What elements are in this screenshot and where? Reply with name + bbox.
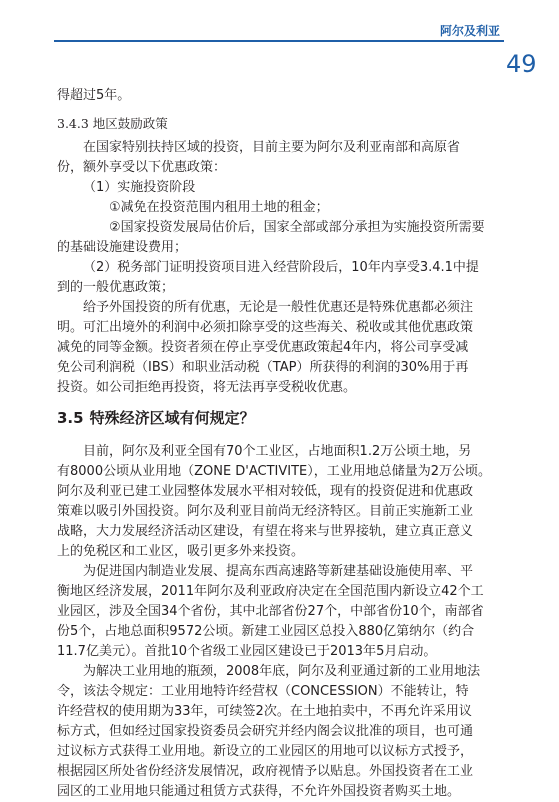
- header-country-label: 阿尔及利亚: [439, 24, 500, 38]
- text-line: 标方式，但如经过国家投资委员会研究并经内阁会议批准的项目，也可通: [57, 724, 474, 739]
- list-item: （2）税务部门证明投资项目进入经营阶段后，10年内享受3.4.1中提: [83, 260, 479, 275]
- document-body: [57, 86, 509, 802]
- text-line: 份5个，占地总面积9572公顷。新建工业园区总投入880亿第纳尔（约合: [57, 624, 475, 639]
- continuation-line: 得超过5年。: [57, 88, 131, 103]
- text-line: 份，额外享受以下优惠政策：: [57, 160, 227, 175]
- policy-list: [57, 178, 509, 298]
- text-line: 衡地区经济发展，2011年阿尔及利亚政府决定在全国范围内新设立42个工: [57, 584, 484, 599]
- page-number: 49: [506, 50, 537, 78]
- text-line: 投资。如公司拒绝再投资，将无法再享受税收优惠。: [57, 380, 357, 395]
- text-line: 明。可汇出境外的利润中必须扣除享受的这些海关、税收或其他优惠政策: [57, 320, 474, 335]
- section-heading: [57, 408, 509, 428]
- header-divider: [54, 40, 504, 42]
- section-number: 3.5: [57, 409, 84, 427]
- text-line: 业园区，涉及全国34个省份，其中北部省份27个，中部省份10个，南部省: [57, 604, 484, 619]
- text-line: 给予外国投资的所有优惠，无论是一般性优惠还是特殊优惠都必须注: [83, 300, 474, 315]
- text-line: 阿尔及利亚已建工业园整体发展水平相对较低，现有的投资促进和优惠政: [57, 484, 474, 499]
- paragraph-industrial-zones: [57, 442, 509, 562]
- paragraph-land-law: [57, 662, 509, 802]
- text-line: 免公司利润税（IBS）和职业活动税（TAP）所获得的利润的30%用于再: [57, 360, 469, 375]
- paragraph-intro: [57, 138, 509, 178]
- paragraph-preferential: [57, 298, 509, 398]
- text-line: 11.7亿美元）。首批10个省级工业园区建设已于2013年5月启动。: [57, 644, 437, 659]
- text-line: 为促进国内制造业发展、提高东西高速路等新建基础设施使用率、平: [83, 564, 474, 579]
- paragraph-new-parks: [57, 562, 509, 662]
- list-item: （1）实施投资阶段: [83, 180, 196, 195]
- subsection-title: 3.4.3 地区鼓励政策: [57, 116, 168, 131]
- text-line: 上的免税区和工业区，吸引更多外来投资。: [57, 544, 305, 559]
- text-line: 有8000公顷从业用地（ZONE D'ACTIVITE），工业用地总储量为2万公顷。: [57, 464, 492, 479]
- text-line: 减免的同等金额。投资者须在停止享受优惠政策起4年内，将公司享受减: [57, 340, 469, 355]
- text-line: 目前，阿尔及利亚全国有70个工业区，占地面积1.2万公顷土地，另: [83, 444, 472, 459]
- text-line: 许经营权的使用期为33年，可续签2次。在土地拍卖中，不再允许采用议: [57, 704, 472, 719]
- text-line: 战略，大力发展经济活动区建设，有望在将来与世界接轨，建立真正意义: [57, 524, 474, 539]
- text-line: 策难以吸引外国投资。阿尔及利亚目前尚无经济特区。目前正实施新工业: [57, 504, 474, 519]
- text-line: 园区的工业用地只能通过租赁方式获得，不允许外国投资者购买土地。: [57, 784, 461, 799]
- text-line: 在国家特别扶持区域的投资，目前主要为阿尔及利亚南部和高原省: [83, 140, 461, 155]
- list-item: ①减免在投资范围内租用土地的租金；: [109, 200, 329, 215]
- text-line: 令，该法令规定：工业用地特许经营权（CONCESSION）不能转让，特: [57, 684, 469, 699]
- list-item: 的基础设施建设费用；: [57, 240, 188, 255]
- list-item: 到的一般优惠政策；: [57, 280, 175, 295]
- text-line: 根据园区所处省份经济发展情况，政府视情予以贴息。外国投资者在工业: [57, 764, 474, 779]
- list-item: ②国家投资发展局估价后，国家全部或部分承担为实施投资所需要: [109, 220, 485, 235]
- text-line: 为解决工业用地的瓶颈，2008年底，阿尔及利亚通过新的工业用地法: [83, 664, 481, 679]
- section-title: 特殊经济区域有何规定？: [89, 409, 255, 427]
- text-line: 过议标方式获得工业用地。新设立的工业园区的用地可以议标方式授予，: [57, 744, 474, 759]
